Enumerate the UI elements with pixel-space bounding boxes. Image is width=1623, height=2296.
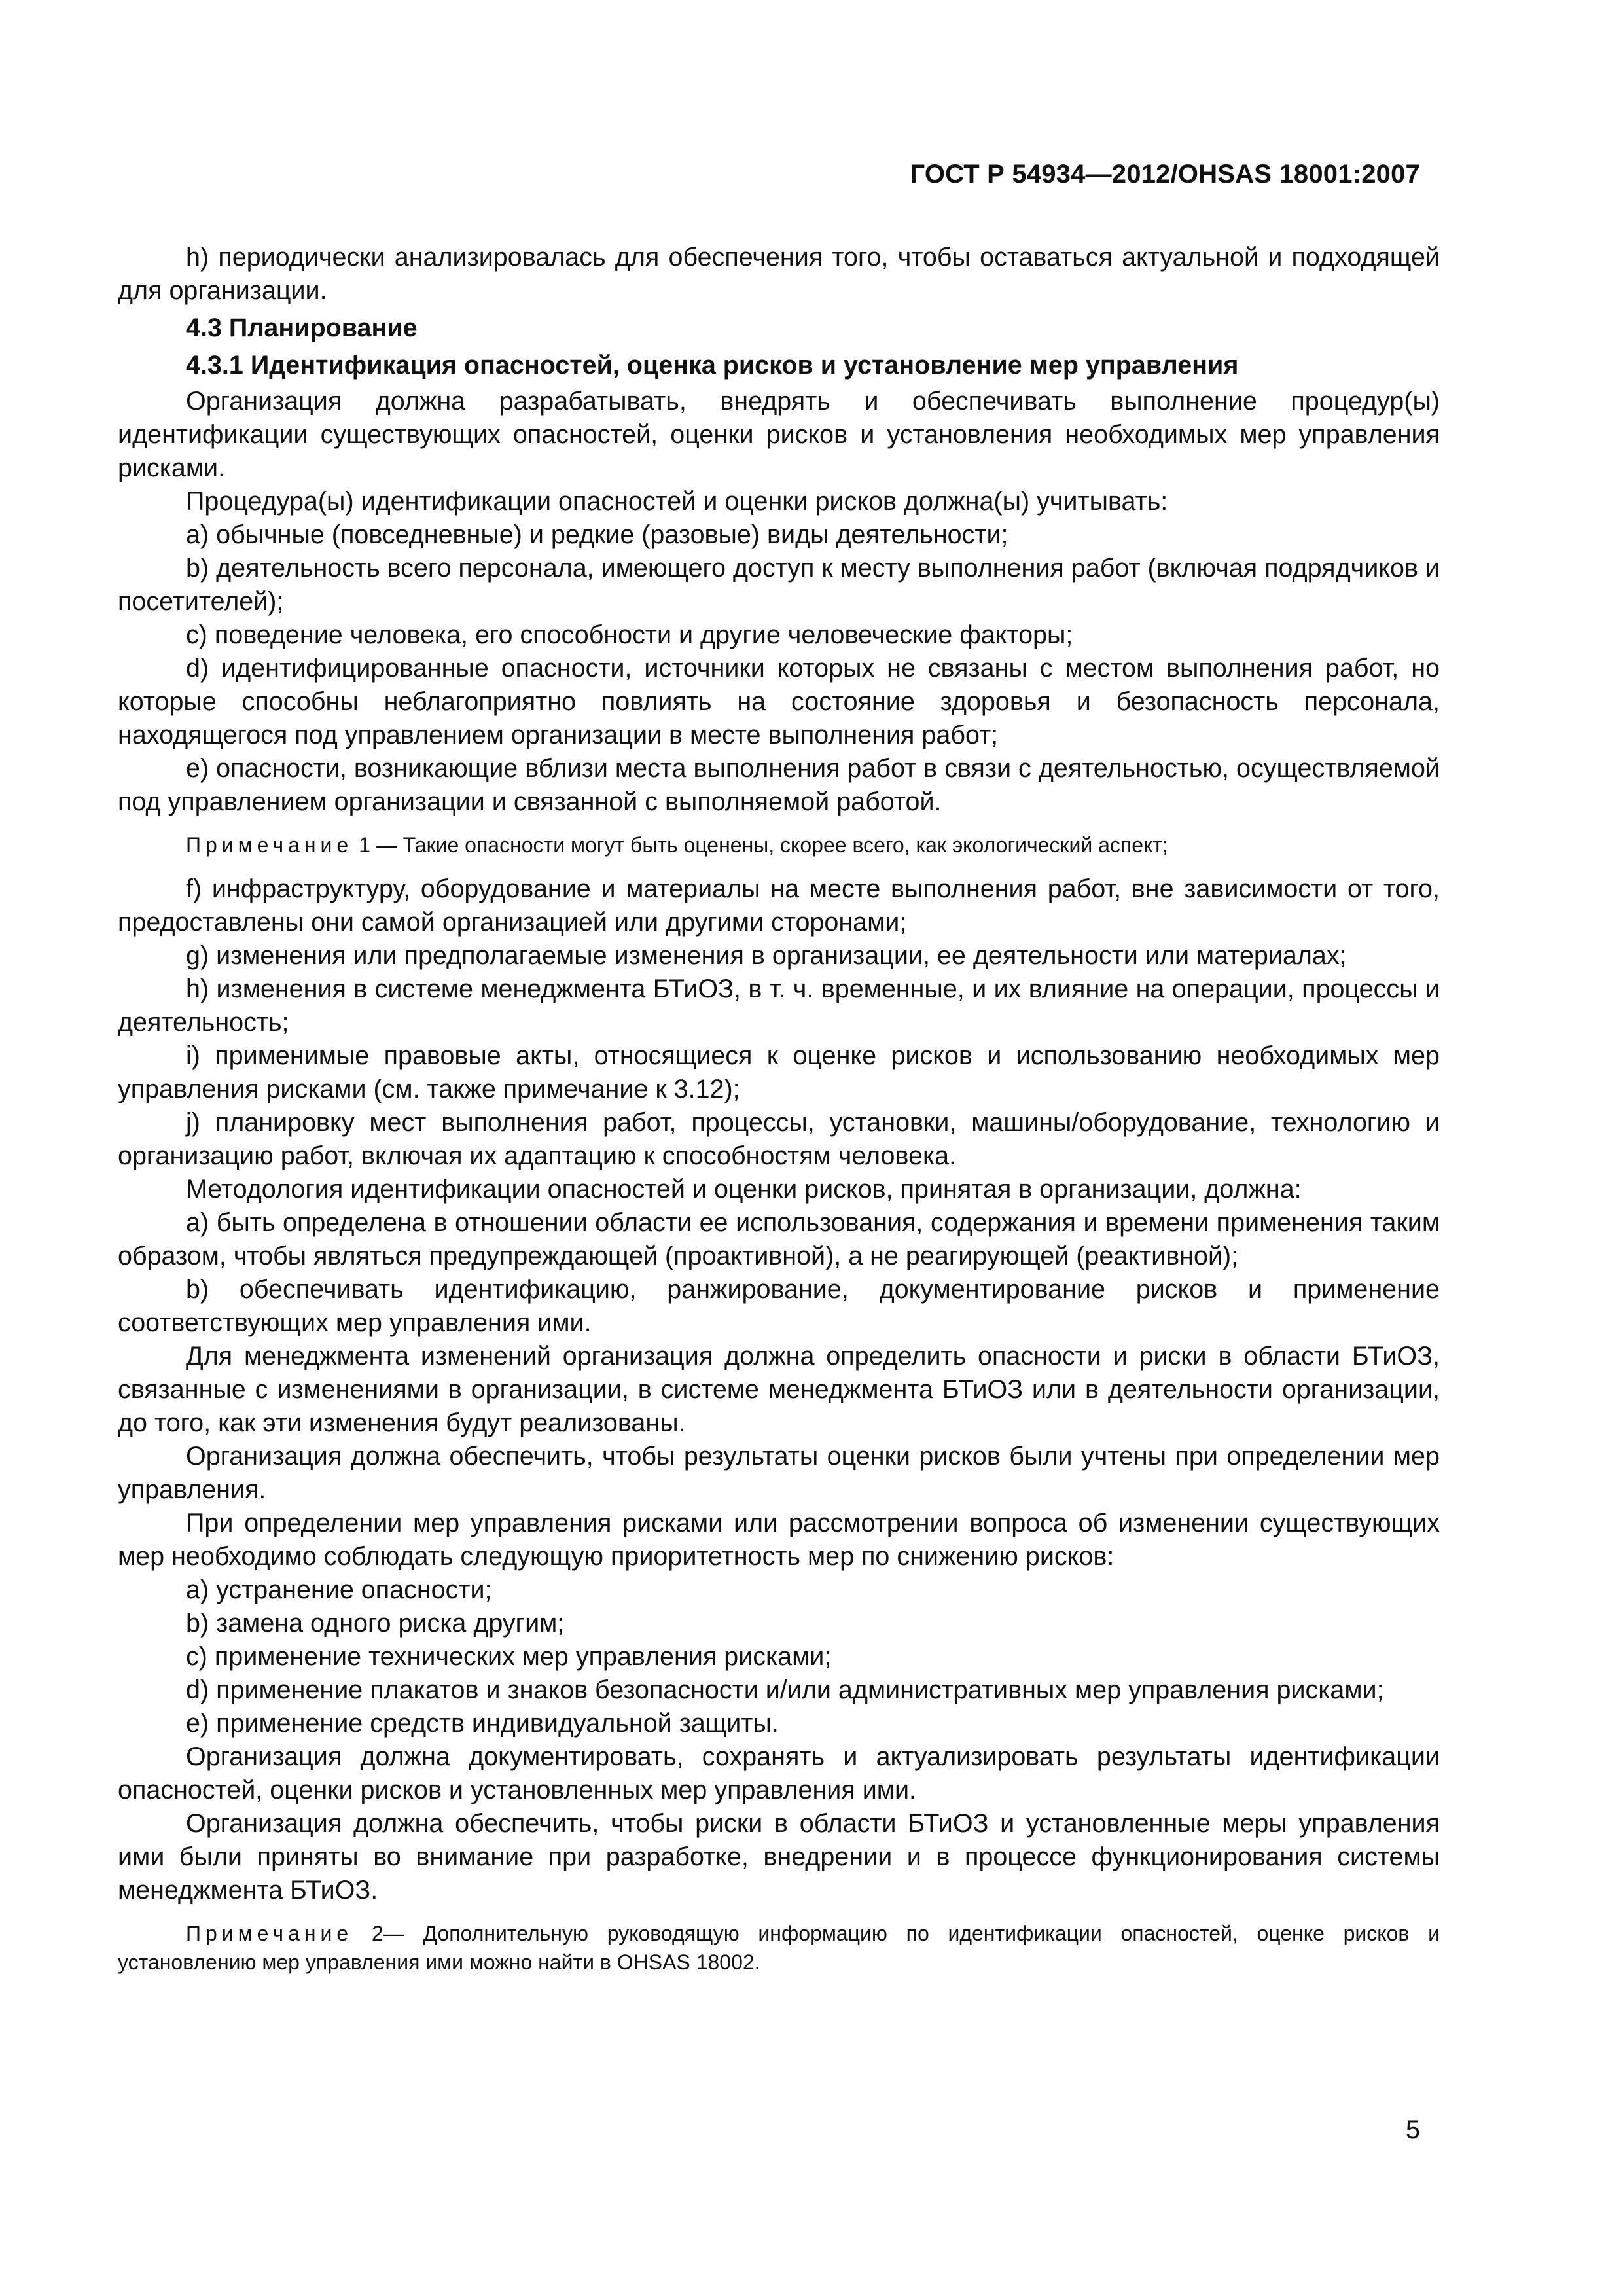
- paragraph: Для менеджмента изменений организация должна определить опасности и риски в области БТиОЗ, связанные с изменениями в организации, в системе менеджмента БТиОЗ или в деятельности организации, до того, как эти изменения будут реализованы.: [118, 1342, 1440, 1437]
- section-heading-4-3-1: 4.3.1 Идентификация опасностей, оценка рисков и установление мер управления: [186, 351, 1239, 380]
- list-item: b) замена одного риска другим;: [186, 1609, 565, 1638]
- list-item: a) устранение опасности;: [186, 1575, 492, 1604]
- paragraph: Методология идентификации опасностей и оценки рисков, принятая в организации, должна:: [186, 1175, 1302, 1204]
- paragraph: h) периодически анализировалась для обеспечения того, чтобы оставаться актуальной и подходящей для организации.: [118, 243, 1440, 305]
- list-item: c) применение технических мер управления рисками;: [186, 1642, 832, 1671]
- paragraph: Процедура(ы) идентификации опасностей и оценки рисков должна(ы) учитывать:: [186, 487, 1168, 516]
- paragraph: Организация должна разрабатывать, внедрять и обеспечивать выполнение процедур(ы) идентификации существующих опасностей, оценки рисков и установления необходимых мер управления рисками.: [118, 387, 1440, 482]
- list-item: b) обеспечивать идентификацию, ранжирование, документирование рисков и применение соответствующих мер управления ими.: [118, 1275, 1440, 1337]
- list-item: e) применение средств индивидуальной защиты.: [186, 1709, 779, 1738]
- list-item: a) обычные (повседневные) и редкие (разовые) виды деятельности;: [186, 520, 1008, 549]
- list-item: f) инфраструктуру, оборудование и материалы на месте выполнения работ, вне зависимости от того, предоставлены они самой организацией или другими сторонами;: [118, 874, 1440, 937]
- note-1-label: Примечание: [186, 833, 353, 857]
- note-2: [118, 1919, 1440, 1977]
- page-number: 5: [1406, 2115, 1420, 2144]
- note-1: [118, 831, 1440, 859]
- paragraph: Организация должна обеспечить, чтобы риски в области БТиОЗ и установленные меры управления ими были приняты во внимание при разработке, внедрении и в процессе функционирования системы менеджмента БТиОЗ.: [118, 1809, 1440, 1905]
- section-heading-4-3: 4.3 Планирование: [186, 314, 418, 342]
- paragraph: Организация должна документировать, сохранять и актуализировать результаты идентификации опасностей, оценки рисков и установленных мер управления ими.: [118, 1742, 1440, 1804]
- note-1-text: 1 — Такие опасности могут быть оценены, скорее всего, как экологический аспект;: [353, 833, 1168, 857]
- note-2-label: Примечание: [186, 1922, 353, 1945]
- list-item: g) изменения или предполагаемые изменения в организации, ее деятельности или материалах;: [186, 941, 1347, 970]
- list-item: h) изменения в системе менеджмента БТиОЗ, в т. ч. временные, и их влияние на операции, процессы и деятельность;: [118, 975, 1440, 1037]
- list-item: a) быть определена в отношении области ее использования, содержания и времени применения таким образом, чтобы являться предупреждающей (проактивной), а не реагирующей (реактивной);: [118, 1208, 1440, 1270]
- list-item: c) поведение человека, его способности и другие человеческие факторы;: [186, 620, 1073, 649]
- list-item: b) деятельность всего персонала, имеющего доступ к месту выполнения работ (включая подрядчиков и посетителей);: [118, 554, 1440, 616]
- list-item: d) идентифицированные опасности, источники которых не связаны с местом выполнения работ, но которые способны неблагоприятно повлиять на состояние здоровья и безопасность персонала, находящегося под управлением организации в месте выполнения работ;: [118, 654, 1440, 749]
- paragraph: Организация должна обеспечить, чтобы результаты оценки рисков были учтены при определении мер управления.: [118, 1442, 1440, 1504]
- list-item: e) опасности, возникающие вблизи места выполнения работ в связи с деятельностью, осуществляемой под управлением организации и связанной с выполняемой работой.: [118, 754, 1440, 816]
- list-item: d) применение плакатов и знаков безопасности и/или административных мер управления рисками;: [186, 1676, 1384, 1704]
- document-body: [118, 241, 1440, 1990]
- list-item: i) применимые правовые акты, относящиеся к оценке рисков и использованию необходимых мер управления рисками (см. также примечание к 3.12);: [118, 1041, 1440, 1103]
- list-item: j) планировку мест выполнения работ, процессы, установки, машины/оборудование, технологию и организацию работ, включая их адаптацию к способностям человека.: [118, 1108, 1440, 1170]
- note-2-text: 2— Дополнительную руководящую информацию по идентификации опасностей, оценке рисков и установлению мер управления ими можно найти в OHSAS 18002.: [118, 1922, 1440, 1974]
- paragraph: При определении мер управления рисками или рассмотрении вопроса об изменении существующих мер необходимо соблюдать следующую приоритетность мер по снижению рисков:: [118, 1509, 1440, 1571]
- document-code-header: ГОСТ Р 54934—2012/OHSAS 18001:2007: [910, 160, 1420, 188]
